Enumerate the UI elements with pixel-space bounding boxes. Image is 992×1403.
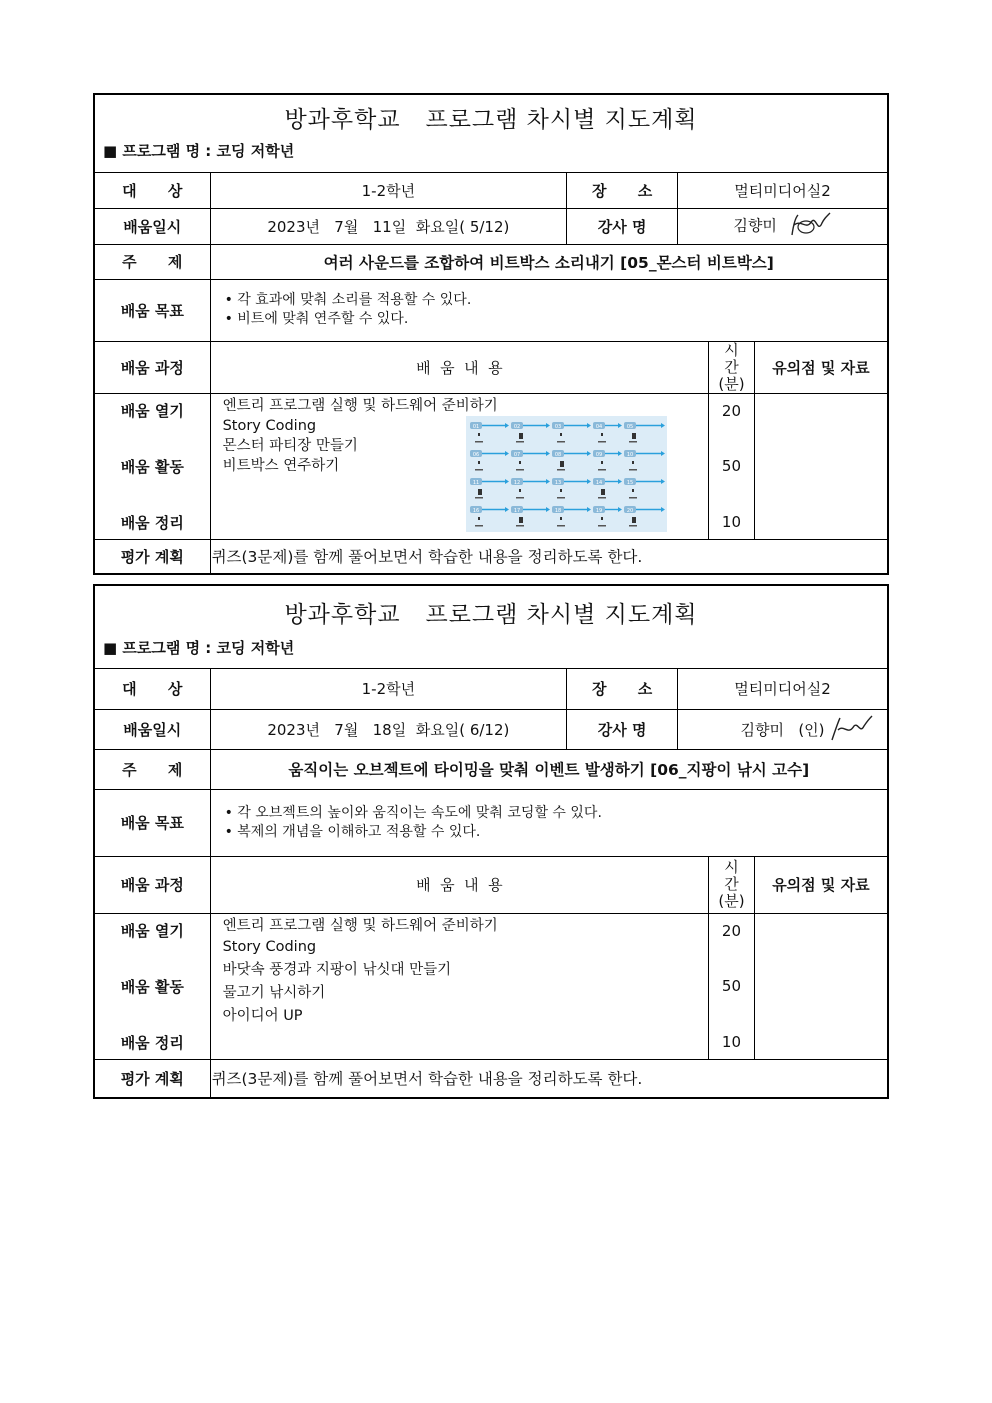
program-name: ■ 프로그램 명 : 코딩 저학년	[103, 142, 295, 160]
plan-title: 방과후학교 프로그램 차시별 지도계획	[284, 602, 698, 628]
content-line: 비트박스 연주하기	[222, 457, 340, 474]
beat-block	[470, 450, 509, 471]
notes-label: 유의점 및 자료	[754, 856, 887, 913]
time-value: 20	[721, 401, 741, 420]
process-label: 배움 과정	[95, 856, 210, 913]
place-value: 멀티미디어실2	[678, 669, 887, 709]
target-value: 1-2학년	[210, 669, 567, 709]
place-label: 장 소	[567, 669, 678, 709]
plan-table	[95, 669, 887, 1097]
stage-activity: 배움 활동	[120, 457, 184, 476]
content-line: 엔트리 프로그램 실행 및 하드웨어 준비하기	[222, 397, 498, 414]
goal-label: 배움 목표	[95, 279, 210, 341]
stage-wrapup: 배움 정리	[120, 513, 184, 532]
date-label: 배움일시	[95, 709, 210, 749]
stage-open: 배움 열기	[120, 401, 184, 420]
plan-header	[95, 95, 887, 173]
time-label: 시간 (분)	[709, 856, 755, 913]
plan-header	[95, 586, 887, 669]
plan-table	[95, 173, 887, 573]
beat-block	[511, 478, 550, 499]
beat-block	[552, 422, 591, 443]
target-label: 대 상	[95, 669, 210, 709]
time-label: 시간 (분)	[709, 341, 755, 393]
beat-block	[593, 422, 622, 443]
beat-badge: 07	[513, 451, 520, 458]
beat-block	[470, 478, 509, 499]
place-label: 장 소	[567, 173, 678, 208]
time-value: 20	[721, 921, 741, 940]
beat-badge: 12	[513, 479, 520, 486]
subject-label: 주 제	[95, 244, 210, 279]
time-value: 10	[721, 512, 741, 531]
eval-value: 퀴즈(3문제)를 함께 풀어보면서 학습한 내용을 정리하도록 한다.	[210, 539, 887, 573]
teacher-value: 김향미 (인)	[740, 720, 825, 739]
target-value: 1-2학년	[210, 173, 567, 208]
beat-block	[511, 450, 550, 471]
subject-value: 여러 사운드를 조합하여 비트박스 소리내기 [05_몬스터 비트박스]	[210, 244, 887, 279]
stages-cell	[95, 913, 210, 1059]
subject-label: 주 제	[95, 749, 210, 789]
beat-block	[593, 478, 622, 499]
time-value: 10	[721, 1032, 741, 1051]
beat-block	[593, 450, 622, 471]
notes-label: 유의점 및 자료	[754, 341, 887, 393]
process-label: 배움 과정	[95, 341, 210, 393]
beat-block	[470, 506, 509, 527]
stage-activity: 배움 활동	[120, 977, 184, 996]
beat-block	[470, 422, 509, 443]
beat-badge: 11	[472, 479, 479, 486]
time-value: 50	[721, 977, 741, 995]
beat-block	[511, 422, 550, 443]
content-label: 배 움 내 용	[210, 341, 709, 393]
goal-item: • 각 오브젝트의 높이와 움직이는 속도에 맞춰 코딩할 수 있다.	[224, 804, 602, 821]
lesson-plan-2	[93, 584, 889, 1099]
beat-badge: 03	[554, 423, 561, 430]
teacher-label: 강사 명	[567, 709, 678, 749]
program-name: ■ 프로그램 명 : 코딩 저학년	[103, 639, 295, 657]
goal-item: • 복제의 개념을 이해하고 적용할 수 있다.	[224, 823, 481, 840]
content-line: Story Coding	[222, 417, 317, 434]
time-value: 50	[721, 457, 741, 475]
beat-badge: 10	[626, 451, 633, 458]
beat-badge: 14	[595, 479, 602, 486]
beat-block	[552, 478, 591, 499]
plan-title: 방과후학교 프로그램 차시별 지도계획	[284, 107, 698, 133]
times-cell	[709, 393, 755, 539]
stage-wrapup: 배움 정리	[120, 1033, 184, 1052]
subject-value: 움직이는 오브젝트에 타이밍을 맞춰 이벤트 발생하기 [06_지팡이 낚시 고수]	[210, 749, 887, 789]
beat-block	[624, 478, 665, 499]
goal-item: • 각 효과에 맞춰 소리를 적용할 수 있다.	[224, 292, 472, 308]
beat-badge: 02	[513, 423, 520, 430]
content-line: 엔트리 프로그램 실행 및 하드웨어 준비하기	[222, 917, 498, 934]
content-line: 몬스터 파티장 만들기	[222, 437, 358, 454]
beat-badge: 08	[554, 451, 561, 458]
beat-block	[593, 506, 622, 527]
beat-block	[624, 422, 665, 443]
beat-block	[624, 450, 665, 471]
content-cell	[210, 393, 709, 539]
beat-badge: 15	[626, 479, 633, 486]
stage-open: 배움 열기	[120, 921, 184, 940]
teacher-cell	[678, 208, 887, 244]
teacher-value: 김향미	[733, 216, 777, 235]
beat-block	[552, 506, 591, 527]
eval-label: 평가 계획	[95, 539, 210, 573]
content-cell	[210, 913, 709, 1059]
date-value: 2023년 7월 18일 화요일( 6/12)	[210, 709, 567, 749]
date-value: 2023년 7월 11일 화요일( 5/12)	[210, 208, 567, 244]
signature-image	[788, 211, 832, 241]
goal-list	[210, 789, 887, 856]
beat-block	[552, 450, 591, 471]
stages-cell	[95, 393, 210, 539]
content-line: 아이디어 UP	[222, 1007, 303, 1024]
place-value: 멀티미디어실2	[678, 173, 887, 208]
date-label: 배움일시	[95, 208, 210, 244]
content-line: Story Coding	[222, 938, 317, 955]
content-line: 물고기 낚시하기	[222, 984, 326, 1001]
beat-badge: 05	[626, 423, 633, 430]
beat-badge: 06	[472, 451, 479, 458]
lesson-plan-1	[93, 93, 889, 575]
goal-label: 배움 목표	[95, 789, 210, 856]
beat-badge: 13	[554, 479, 561, 486]
notes-cell	[754, 913, 887, 1059]
goal-item: • 비트에 맞춰 연주할 수 있다.	[224, 311, 409, 327]
beat-badge: 16	[472, 507, 479, 514]
beat-badge: 17	[513, 507, 520, 514]
goal-list	[210, 279, 887, 341]
content-line: 바닷속 풍경과 지팡이 낚싯대 만들기	[222, 961, 452, 978]
eval-value: 퀴즈(3문제)를 함께 풀어보면서 학습한 내용을 정리하도록 한다.	[210, 1059, 887, 1097]
target-label: 대 상	[95, 173, 210, 208]
beat-badge: 01	[472, 423, 479, 430]
signature-image	[828, 714, 874, 744]
times-cell	[709, 913, 755, 1059]
beat-badge: 09	[595, 451, 602, 458]
beatbox-block-image	[466, 416, 667, 532]
beat-badge: 18	[554, 507, 561, 514]
teacher-cell	[678, 709, 887, 749]
content-label: 배 움 내 용	[210, 856, 709, 913]
beat-block	[624, 506, 665, 527]
teacher-label: 강사 명	[567, 208, 678, 244]
eval-label: 평가 계획	[95, 1059, 210, 1097]
beat-badge: 20	[626, 507, 633, 514]
beat-block	[511, 506, 550, 527]
beat-badge: 04	[595, 423, 602, 430]
beat-badge: 19	[595, 507, 602, 514]
notes-cell	[754, 393, 887, 539]
